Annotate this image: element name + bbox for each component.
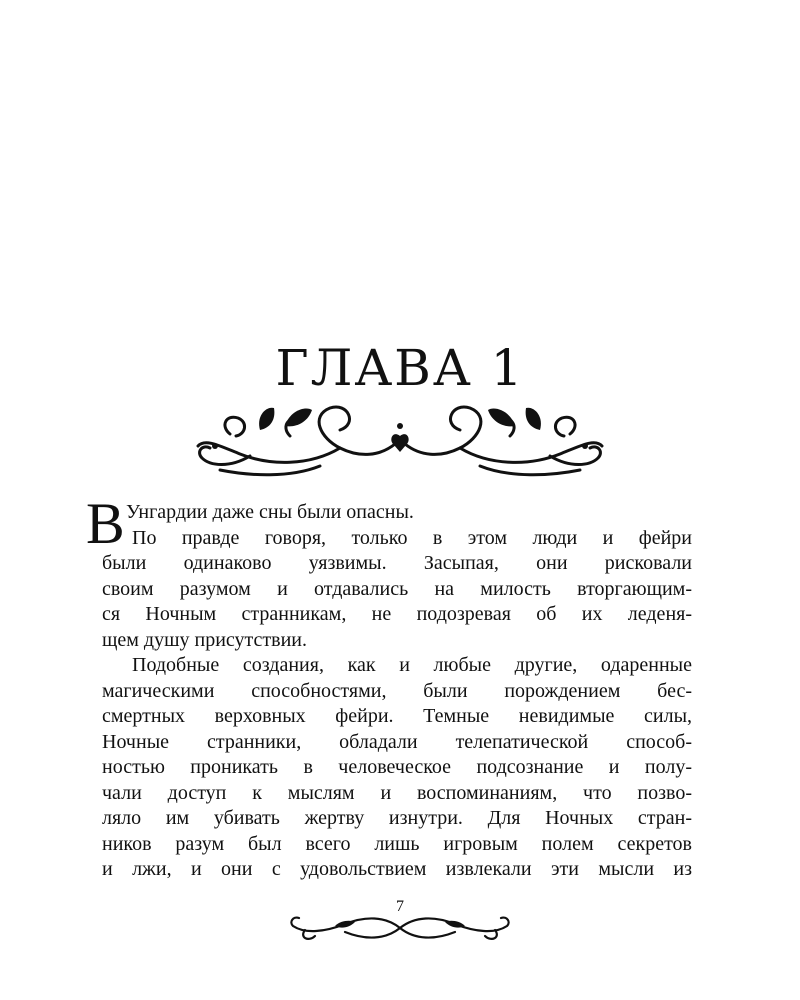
text-line: Ночные странники, обладали телепатической способ- — [102, 730, 692, 753]
chapter-title: ГЛАВА 1 — [275, 339, 525, 397]
text-line: своим разумом и отдавались на милость вторгающим- — [102, 577, 692, 600]
page-number: 7 — [396, 898, 404, 915]
text-line: ся Ночным странникам, не подозревая об их леденя- — [102, 603, 692, 625]
text-line: По правде говоря, только в этом люди и фейри — [132, 526, 692, 549]
text-line: щем душу присутствии. — [102, 628, 307, 651]
text-line: ляло им убивать жертву изнутри. Для Ночных стран- — [102, 807, 692, 829]
chapter-ornament — [190, 396, 610, 486]
drop-cap: В — [86, 491, 125, 556]
footer-ornament — [285, 910, 515, 946]
text-line: магическими способностями, были порождением бес- — [102, 679, 692, 702]
chapter-text — [86, 491, 692, 883]
paragraph-1 — [102, 526, 692, 654]
paragraph-2 — [102, 653, 692, 883]
text-line: смертных верховных фейри. Темные невидимые силы, — [102, 705, 692, 727]
text-line: были одинаково уязвимы. Засыпая, они рисковали — [102, 552, 692, 574]
text-line: ников разум был всего лишь игровым полем секретов — [102, 832, 692, 855]
text-line: и лжи, и они с удовольствием извлекали эти мысли из — [102, 858, 692, 880]
text-line: чали доступ к мыслям и воспоминаниям, что позво- — [102, 781, 692, 804]
text-line: ностью проникать в человеческое подсознание и полу- — [102, 756, 692, 778]
opening-line-text: Унгардии даже сны были опасны. — [126, 501, 414, 523]
text-line: Подобные создания, как и любые другие, одаренные — [132, 654, 692, 676]
